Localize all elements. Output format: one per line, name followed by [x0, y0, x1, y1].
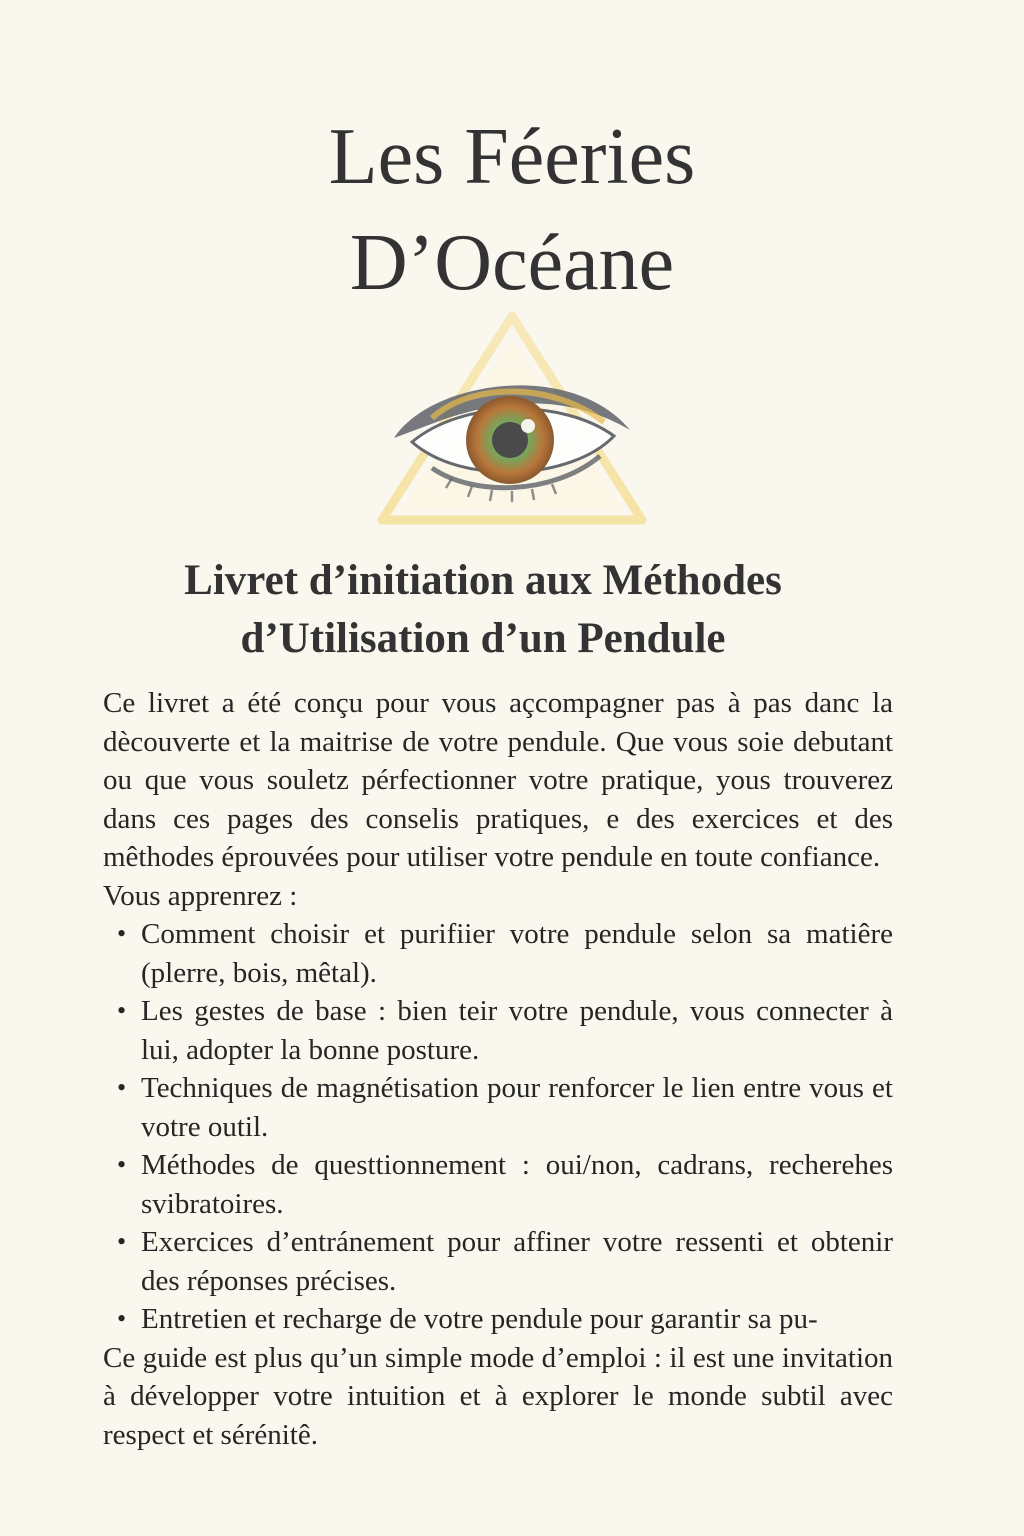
eye-in-triangle-icon: [372, 310, 652, 530]
list-item: [103, 1300, 893, 1339]
title-line-1: Les Féeries: [328, 113, 696, 201]
list-item: [103, 1146, 893, 1223]
bullet-icon: •: [117, 1073, 127, 1102]
list-item: [103, 992, 893, 1069]
bullet-icon: •: [117, 1227, 127, 1256]
bullet-icon: •: [117, 1304, 127, 1333]
list-item-text: Entretien et recharge de votre pendule pour garantir sa pu-: [141, 1303, 818, 1335]
list-item-text: Comment choisir et purifiier votre pendule selon sa matiêre (plerre, bois, mêtal).: [141, 918, 893, 989]
page-title: [0, 104, 1024, 316]
outro-paragraph: Ce guide est plus qu’un simple mode d’emploi : il est une invitation à développer votre intuition et à explorer le monde subtil avec respect et sérénitê.: [103, 1341, 893, 1451]
list-item-text: Méthodes de questtionnement : oui/non, cadrans, recherehes svibratoires.: [141, 1149, 893, 1220]
title-line-2: D’Océane: [349, 219, 675, 307]
list-item-text: Les gestes de base : bien teir votre pendule, vous connecter à lui, adopter la bonne posture.: [141, 995, 893, 1066]
intro-paragraph: Ce livret a été conçu pour vous açcompagner pas à pas danc la dècouverte et la maitrise de votre pendule. Que vous soie debutant ou que vous souletz pérfectionner votre pratique, yous trouverez dans ces pages des conselis pratiques, e des exercices et des mêthodes éprouvées pour utiliser votre pendule en toute confiance.: [103, 687, 893, 873]
list-item: [103, 1069, 893, 1146]
body-text: [103, 684, 893, 1454]
list-item-text: Exercices d’entránement pour affiner votre ressenti et obtenir des réponses précises.: [141, 1226, 893, 1297]
subtitle-line-1: Livret d’initiation aux Méthodes: [184, 557, 782, 604]
list-item-text: Techniques de magnétisation pour renforcer le lien entre vous et votre outil.: [141, 1072, 893, 1143]
bullet-icon: •: [117, 1150, 127, 1179]
learn-heading: Vous apprenrez :: [103, 879, 298, 912]
bullet-icon: •: [117, 919, 127, 948]
list-item: [103, 915, 893, 992]
booklet-subtitle: [0, 552, 966, 668]
subtitle-line-2: d’Utilisation d’un Pendule: [240, 615, 726, 662]
bullet-icon: •: [117, 996, 127, 1025]
list-item: [103, 1223, 893, 1300]
feature-list: [103, 915, 893, 1339]
